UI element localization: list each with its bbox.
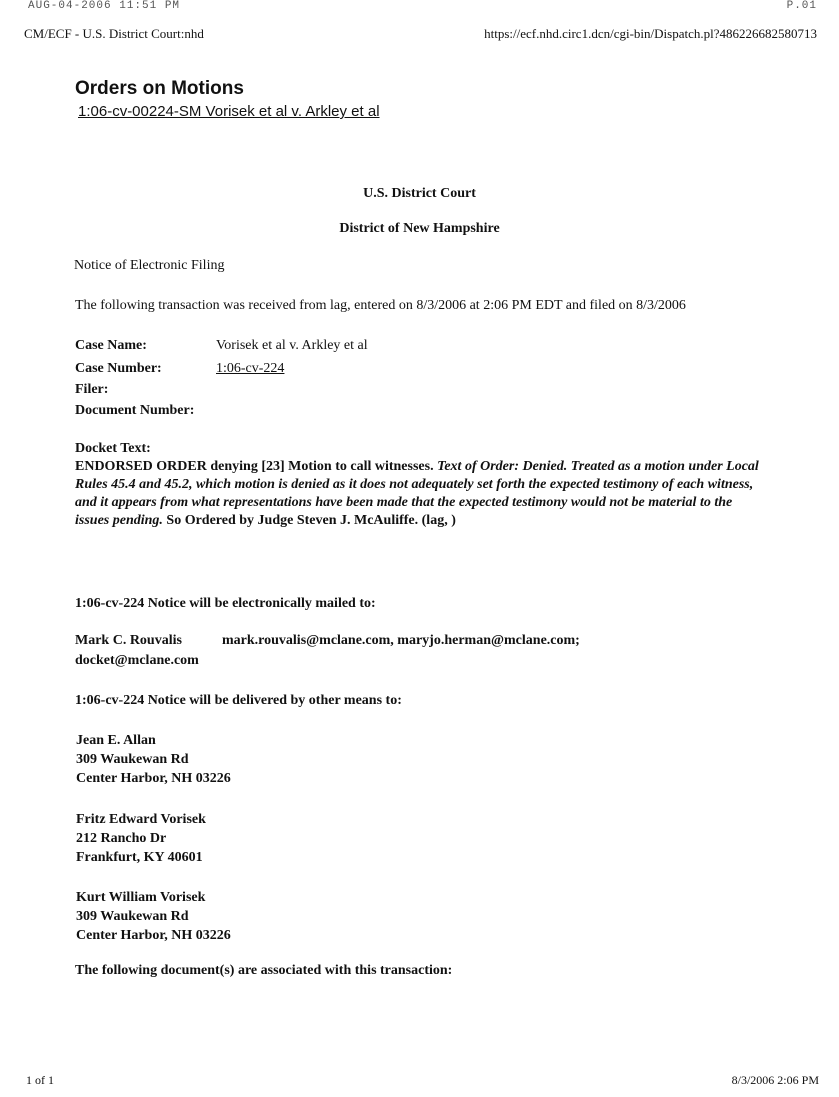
docket-suffix: So Ordered by Judge Steven J. McAuliffe. (lag, ) <box>166 513 456 528</box>
documents-heading: The following document(s) are associated with this transaction: <box>75 963 453 978</box>
recipient-name: Kurt William Vorisek <box>76 890 206 905</box>
docket-prefix: ENDORSED ORDER denying [23] Motion to call witnesses. <box>75 459 434 474</box>
browser-page-title: CM/ECF - U.S. District Court:nhd <box>24 26 204 41</box>
transaction-text: The following transaction was received from lag, entered on 8/3/2006 at 2:06 PM EDT and filed on 8/3/2006 <box>75 298 686 313</box>
document-number-label: Document Number: <box>75 403 195 418</box>
recipient-address-3 <box>76 888 231 945</box>
other-notice-heading: 1:06-cv-224 Notice will be delivered by other means to: <box>75 693 402 708</box>
recipient-city: Center Harbor, NH 03226 <box>76 928 231 943</box>
electronic-notice-heading: 1:06-cv-224 Notice will be electronically mailed to: <box>75 596 376 611</box>
recipient-address-1 <box>76 731 231 788</box>
print-timestamp: 8/3/2006 2:06 PM <box>731 1073 819 1087</box>
case-name-label: Case Name: <box>75 338 147 353</box>
recipient-address-2 <box>76 810 206 867</box>
recipient-name: Mark C. Rouvalis <box>75 633 182 648</box>
page-count: 1 of 1 <box>26 1073 54 1087</box>
case-number-link[interactable]: 1:06-cv-224 <box>216 361 285 376</box>
recipient-emails: mark.rouvalis@mclane.com, maryjo.herman@mclane.com; <box>222 633 580 648</box>
page-title: Orders on Motions <box>75 78 244 99</box>
recipient-city: Frankfurt, KY 40601 <box>76 850 203 865</box>
order-text: Text of Order: Denied. Treated as a motion under Local Rules 45.4 and 45.2, which motion is denied as it does not adequately set forth the expected testimony of each witness, and it appears from what representations have been made that the expected testimony would not be material to the issues pending. <box>75 459 759 528</box>
recipient-street: 309 Waukewan Rd <box>76 909 189 924</box>
recipient-emails-continued: docket@mclane.com <box>75 653 199 668</box>
case-link[interactable]: 1:06-cv-00224-SM Vorisek et al v. Arkley et al <box>78 103 380 120</box>
recipient-street: 309 Waukewan Rd <box>76 752 189 767</box>
docket-text <box>75 458 765 530</box>
docket-text-label: Docket Text: <box>75 441 151 456</box>
recipient-name: Jean E. Allan <box>76 733 156 748</box>
notice-title: Notice of Electronic Filing <box>74 258 225 273</box>
fax-header-left: AUG-04-2006 11:51 PM <box>28 0 181 12</box>
recipient-name: Fritz Edward Vorisek <box>76 812 206 827</box>
fax-header-page: P.01 <box>786 0 817 12</box>
recipient-street: 212 Rancho Dr <box>76 831 167 846</box>
filer-label: Filer: <box>75 382 109 397</box>
recipient-city: Center Harbor, NH 03226 <box>76 771 231 786</box>
court-district: District of New Hampshire <box>339 221 500 236</box>
case-number-label: Case Number: <box>75 361 162 376</box>
browser-url: https://ecf.nhd.circ1.dcn/cgi-bin/Dispatch.pl?486226682580713 <box>484 26 817 41</box>
court-name: U.S. District Court <box>363 186 476 201</box>
case-name-value: Vorisek et al v. Arkley et al <box>216 338 368 353</box>
